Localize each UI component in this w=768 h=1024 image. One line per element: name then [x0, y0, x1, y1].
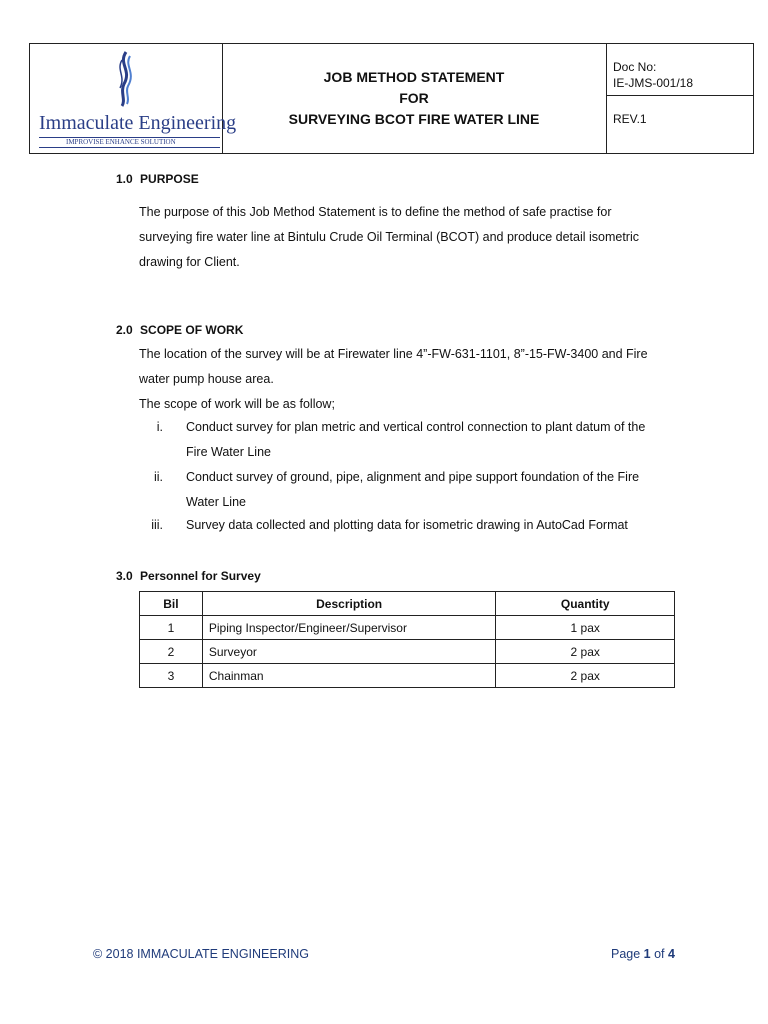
- paragraph-line: The purpose of this Job Method Statement is to define the method of safe practise for: [139, 205, 612, 219]
- cell-description: Chainman: [202, 664, 496, 688]
- section-3-number: 3.0: [116, 569, 133, 583]
- cell-description: Surveyor: [202, 640, 496, 664]
- paragraph-line: surveying fire water line at Bintulu Crude Oil Terminal (BCOT) and produce detail isometric: [139, 230, 639, 244]
- table-row: [140, 616, 675, 640]
- list-item-line: Survey data collected and plotting data for isometric drawing in AutoCad Format: [186, 518, 628, 532]
- page-total: 4: [668, 947, 675, 961]
- column-header-bil: Bil: [140, 592, 203, 616]
- table-row: [140, 664, 675, 688]
- revision-label: REV.1: [613, 112, 647, 126]
- section-1-heading: [116, 172, 199, 186]
- document-header: [29, 43, 754, 154]
- cell-bil: 3: [140, 664, 203, 688]
- logo-divider-bottom: [39, 147, 220, 148]
- list-item-number: iii.: [151, 518, 163, 532]
- section-2-heading: [116, 323, 243, 337]
- title-line-3: SURVEYING BCOT FIRE WATER LINE: [288, 111, 540, 127]
- list-item-line: Fire Water Line: [186, 445, 271, 459]
- personnel-table: [139, 591, 675, 688]
- list-item-line: Conduct survey of ground, pipe, alignment and pipe support foundation of the Fire: [186, 470, 640, 484]
- scope-list-item: [139, 415, 679, 465]
- paragraph-line: The location of the survey will be at Firewater line 4”-FW-631-1101, 8”-15-FW-3400 and Fire: [139, 347, 648, 361]
- section-1-title: PURPOSE: [140, 172, 199, 186]
- document-title: [222, 44, 607, 153]
- logo-tagline: IMPROVISE ENHANCE SOLUTION: [66, 138, 176, 146]
- list-item-text: [186, 415, 676, 465]
- page-prefix: Page: [611, 947, 644, 961]
- list-item-line: Water Line: [186, 495, 246, 509]
- paragraph-line: drawing for Client.: [139, 255, 240, 269]
- logo-flame-icon: [110, 50, 142, 108]
- cell-quantity: 1 pax: [496, 616, 675, 640]
- paragraph-line: water pump house area.: [139, 372, 274, 386]
- doc-number-cell: [607, 44, 753, 96]
- cell-bil: 1: [140, 616, 203, 640]
- page-of: of: [650, 947, 668, 961]
- column-header-description: Description: [202, 592, 496, 616]
- list-item-text: [186, 465, 676, 515]
- list-item-number: ii.: [153, 470, 163, 484]
- paragraph-line: The scope of work will be as follow;: [139, 397, 335, 411]
- logo-name: Immaculate Engineering: [39, 112, 237, 134]
- section-2-title: SCOPE OF WORK: [140, 323, 244, 337]
- cell-quantity: 2 pax: [496, 640, 675, 664]
- section-3-title: Personnel for Survey: [140, 569, 261, 583]
- section-1-number: 1.0: [116, 172, 133, 186]
- section-2-intro: [139, 342, 648, 417]
- section-3-heading: [116, 569, 261, 583]
- page-current: 1: [643, 947, 651, 961]
- cell-description: Piping Inspector/Engineer/Supervisor: [202, 616, 496, 640]
- scope-list-item: [139, 513, 679, 538]
- cell-bil: 2: [140, 640, 203, 664]
- column-header-quantity: Quantity: [496, 592, 675, 616]
- list-item-line: Conduct survey for plan metric and vertical control connection to plant datum of the: [186, 420, 646, 434]
- scope-list-item: [139, 465, 679, 515]
- footer-copyright: © 2018 IMMACULATE ENGINEERING: [93, 947, 309, 961]
- document-meta: [607, 44, 753, 153]
- table-row: [140, 640, 675, 664]
- cell-quantity: 2 pax: [496, 664, 675, 688]
- title-line-2: FOR: [399, 90, 429, 106]
- list-item-number: i.: [156, 420, 163, 434]
- doc-no-label: Doc No:: [613, 60, 657, 74]
- section-1-paragraph: [139, 200, 639, 275]
- page-number: [611, 947, 675, 961]
- title-line-1: JOB METHOD STATEMENT: [323, 69, 505, 85]
- doc-no-value: IE-JMS-001/18: [613, 76, 694, 90]
- section-2-number: 2.0: [116, 323, 133, 337]
- list-item-text: [186, 513, 676, 538]
- company-logo: [30, 44, 237, 153]
- table-header-row: [140, 592, 675, 616]
